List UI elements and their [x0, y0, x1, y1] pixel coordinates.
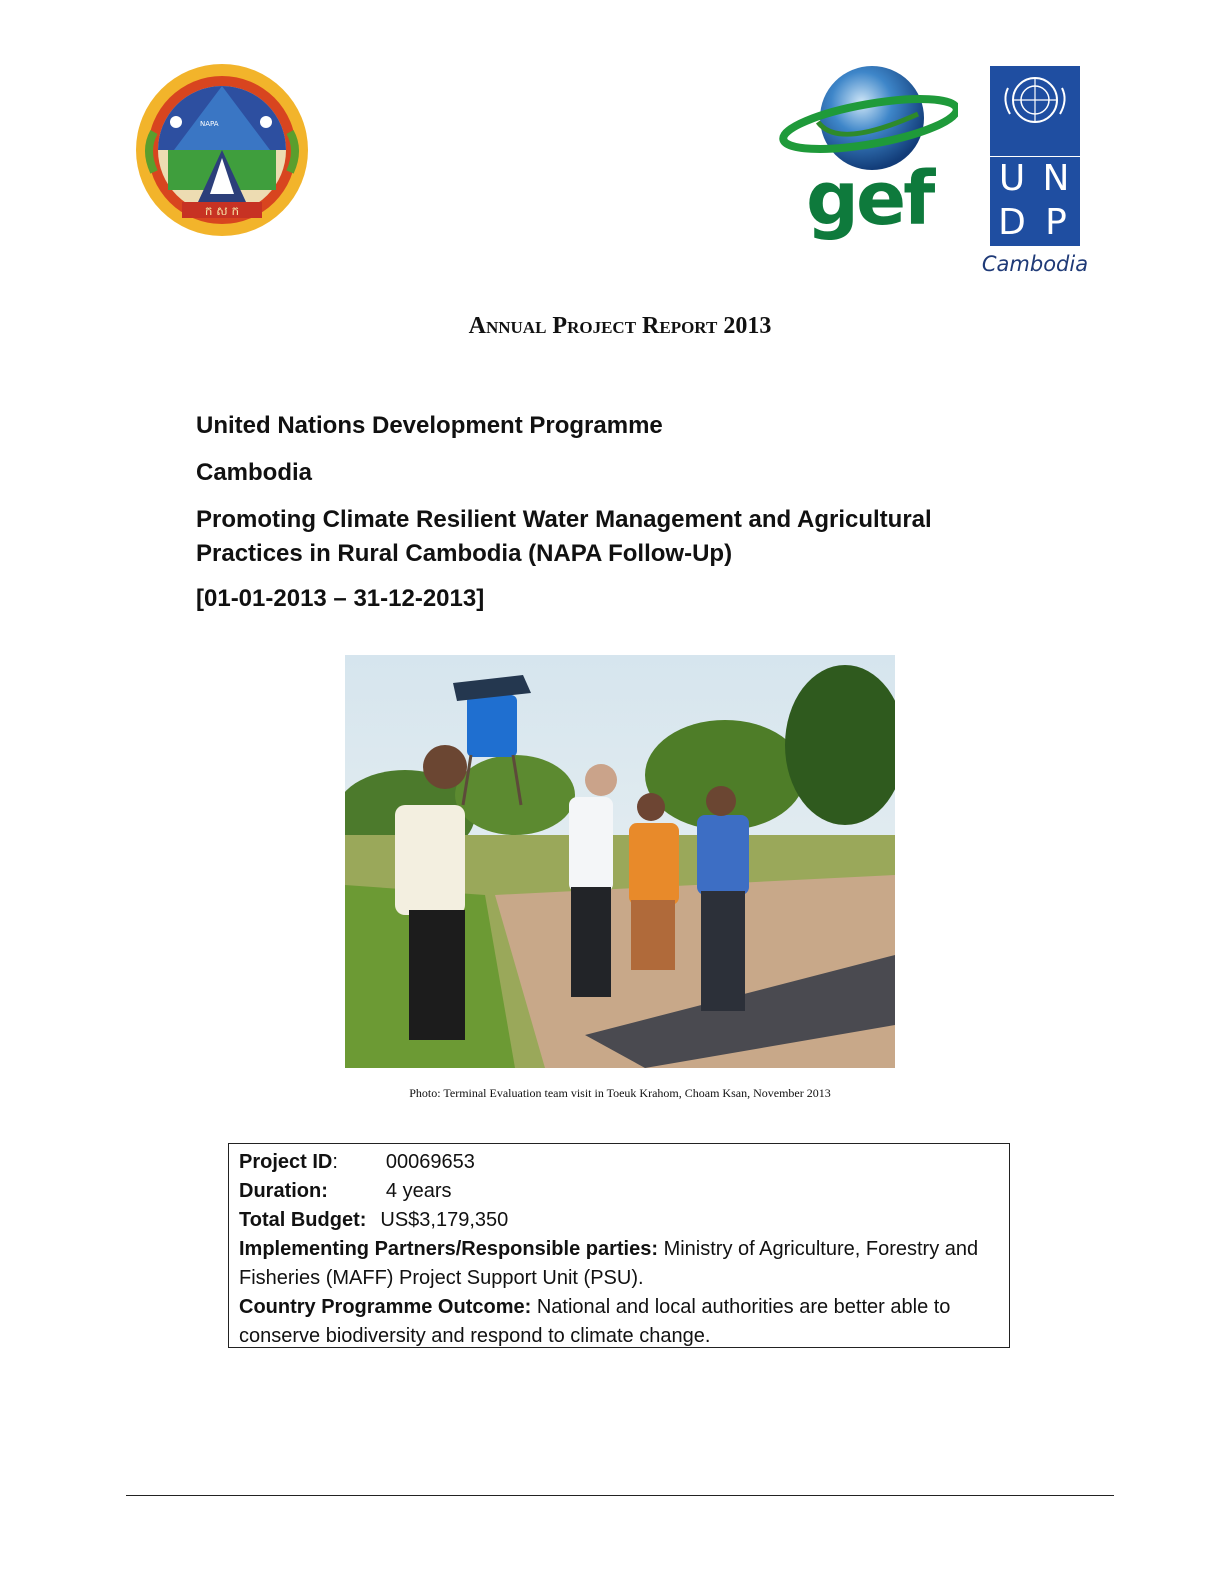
outcome-label: Country Programme Outcome: [239, 1296, 532, 1318]
undp-logo [990, 66, 1080, 246]
budget-row [239, 1206, 999, 1235]
project-id-row: Project ID: 00069653 [239, 1151, 475, 1173]
budget-value: US$3,179,350 [380, 1209, 509, 1231]
project-info-box [228, 1143, 1010, 1348]
duration-row [239, 1177, 999, 1206]
reporting-period: [01-01-2013 – 31-12-2013] [196, 585, 485, 612]
outcome-row [239, 1293, 999, 1351]
partners-value: Ministry of Agriculture, Forestry and Fisheries (MAFF) Project Support Unit (PSU). [239, 1238, 979, 1289]
outcome-value: National and local authorities are better able to conserve biodiversity and respond to climate change. [239, 1296, 951, 1347]
gef-wordmark: gef [806, 156, 933, 242]
undp-letter-u: U [998, 158, 1026, 199]
emblem-text: ក ស ក [204, 204, 240, 218]
undp-letter-p: P [1045, 202, 1067, 243]
field-visit-photo [345, 655, 895, 1068]
duration-label: Duration: [239, 1180, 328, 1202]
photo-caption: Photo: Terminal Evaluation team visit in Toeuk Krahom, Choam Ksan, November 2013 [409, 1086, 831, 1100]
partners-label: Implementing Partners/Responsible parties: [239, 1238, 658, 1260]
project-title: Promoting Climate Resilient Water Management and Agricultural Practices in Rural Cambodia (NAPA Follow-Up) [196, 506, 932, 567]
report-title: Annual Project Report 2013 [468, 313, 772, 339]
partners-row [239, 1235, 999, 1293]
country-name: Cambodia [196, 459, 313, 486]
project-id-value: 00069653 [385, 1151, 475, 1173]
undp-letter-d: D [998, 202, 1026, 243]
duration-value: 4 years [385, 1180, 452, 1202]
cambodia-emblem-logo [134, 62, 310, 238]
organization-name: United Nations Development Programme [196, 412, 663, 439]
gef-logo [778, 62, 958, 272]
un-emblem-icon [990, 66, 1080, 132]
budget-label: Total Budget: [239, 1209, 367, 1231]
footer-divider [126, 1495, 1114, 1496]
project-id-label: Project ID [239, 1151, 333, 1173]
undp-subtitle: Cambodia [981, 252, 1089, 276]
emblem-small-text: NAPA [200, 120, 219, 128]
undp-letter-n: N [1042, 158, 1070, 199]
